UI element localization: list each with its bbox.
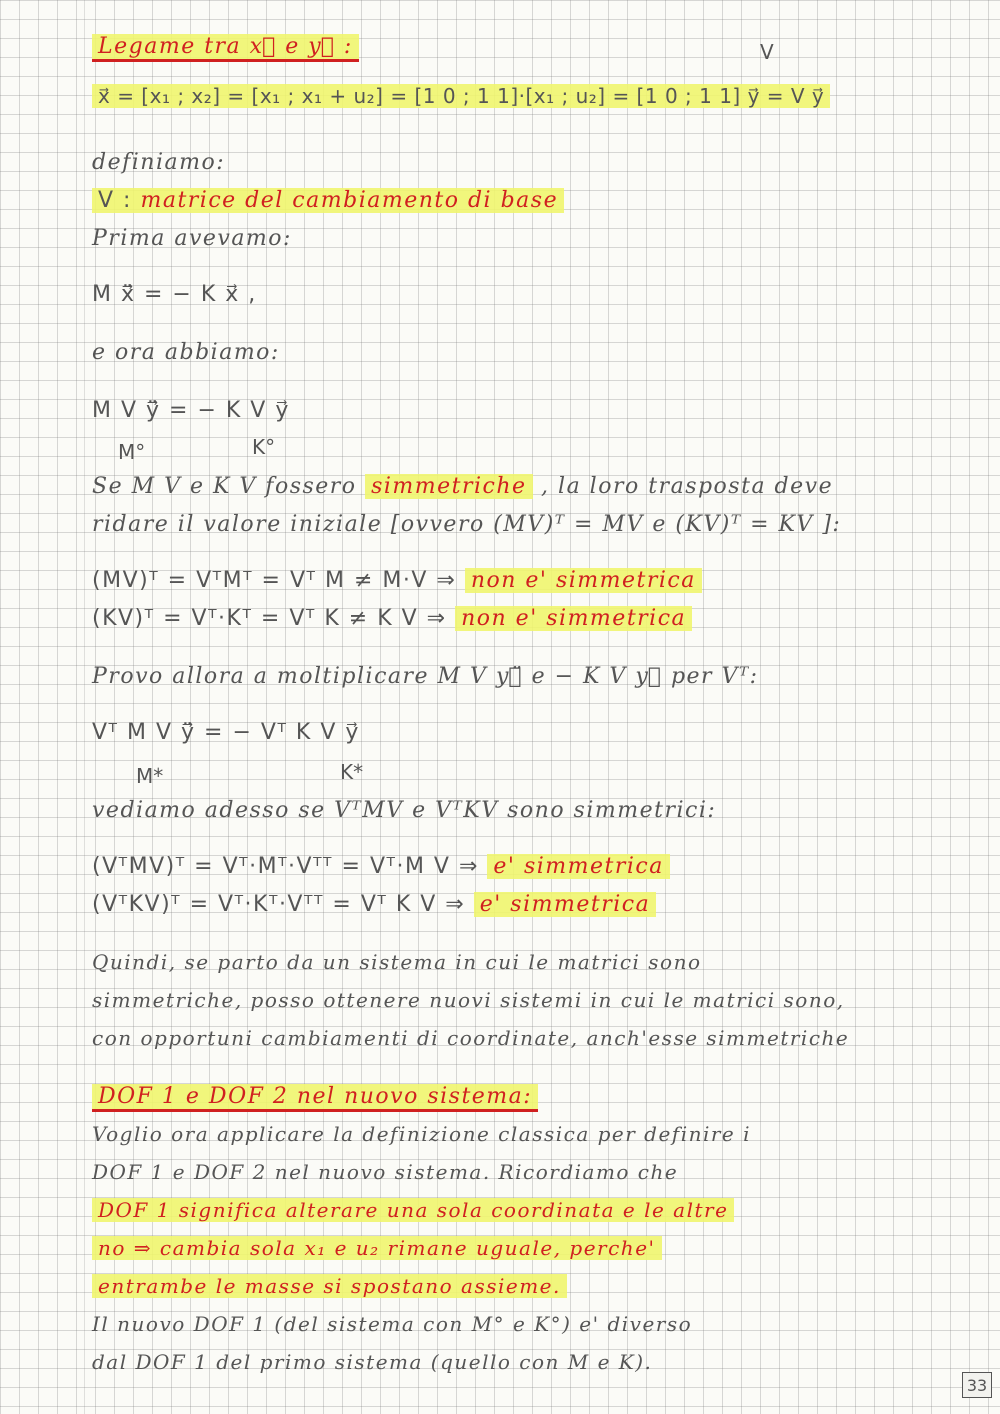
ora-text: e ora abbiamo: [92,340,280,365]
quindi-line-2: simmetriche, posso ottenere nuovi sistemi in cui le matrici sono, [92,988,845,1012]
transpose-kv: (KV)ᵀ = Vᵀ·Kᵀ = Vᵀ K ≠ K V ⇒ non e' simmetrica [92,606,980,631]
se-line-1: Se M V e K V fossero simmetriche , la loro trasposta deve [92,474,834,499]
final-line-2: dal DOF 1 del primo sistema (quello con M e K). [92,1350,653,1374]
provo-text: Provo allora a moltiplicare M V y⃗̈ e − K V y⃗ per Vᵀ: [92,664,759,689]
k-zero-label: K° [252,435,276,459]
final-line-1: Il nuovo DOF 1 (del sistema con M° e K°) e' diverso [92,1312,693,1336]
quindi-line-3: con opportuni cambiamenti di coordinate, anch'esse simmetriche [92,1026,850,1050]
k-star-label: K* [340,760,364,784]
margin-rule [84,0,85,1414]
heading-legame: Legame tra x⃗ e y⃗ : [92,34,980,59]
vediamo-text: vediamo adesso se VᵀMV e VᵀKV sono simmetrici: [92,798,717,823]
transpose-vtkv: (VᵀKV)ᵀ = Vᵀ·Kᵀ·Vᵀᵀ = Vᵀ K V ⇒ e' simmetrica [92,892,980,917]
m-star-label: M* [136,764,164,788]
transpose-vtmv: (VᵀMV)ᵀ = Vᵀ·Mᵀ·Vᵀᵀ = Vᵀ·M V ⇒ e' simmetrica [92,854,980,879]
matrix-check-mark: V [760,40,774,64]
prima-text: Prima avevamo: [92,226,292,251]
quindi-line-1: Quindi, se parto da un sistema in cui le matrici sono [92,950,702,974]
dof-definition-2: no ⇒ cambia sola x₁ e u₂ rimane uguale, perche' [92,1236,980,1260]
equation-motion-old: M x⃗̈ = − K x⃗ , [92,282,257,307]
dof-definition-1: DOF 1 significa alterare una sola coordinata e le altre [92,1198,980,1222]
se-line-2: ridare il valore iniziale [ovvero (MV)ᵀ = MV e (KV)ᵀ = KV ]: [92,512,842,537]
definiamo-text: definiamo: [92,150,226,175]
voglio-line-1: Voglio ora applicare la definizione classica per definire i [92,1122,752,1146]
equation-premultiplied: Vᵀ M V y⃗̈ = − Vᵀ K V y⃗ [92,720,360,745]
m-zero-label: M° [118,440,146,464]
heading-dof: DOF 1 e DOF 2 nel nuovo sistema: [92,1084,980,1109]
page-number: 33 [962,1372,992,1398]
v-definition: V : matrice del cambiamento di base [92,188,980,213]
equation-motion-new: M V y⃗̈ = − K V y⃗ [92,398,290,423]
transpose-mv: (MV)ᵀ = VᵀMᵀ = Vᵀ M ≠ M·V ⇒ non e' simmetrica [92,568,980,593]
dof-definition-3: entrambe le masse si spostano assieme. [92,1274,980,1298]
voglio-line-2: DOF 1 e DOF 2 nel nuovo sistema. Ricordiamo che [92,1160,679,1184]
matrix-equation: x⃗ = [x₁ ; x₂] = [x₁ ; x₁ + u₂] = [1 0 ; 1 1]·[x₁ ; u₂] = [1 0 ; 1 1] y⃗ = V y⃗ [92,84,980,108]
